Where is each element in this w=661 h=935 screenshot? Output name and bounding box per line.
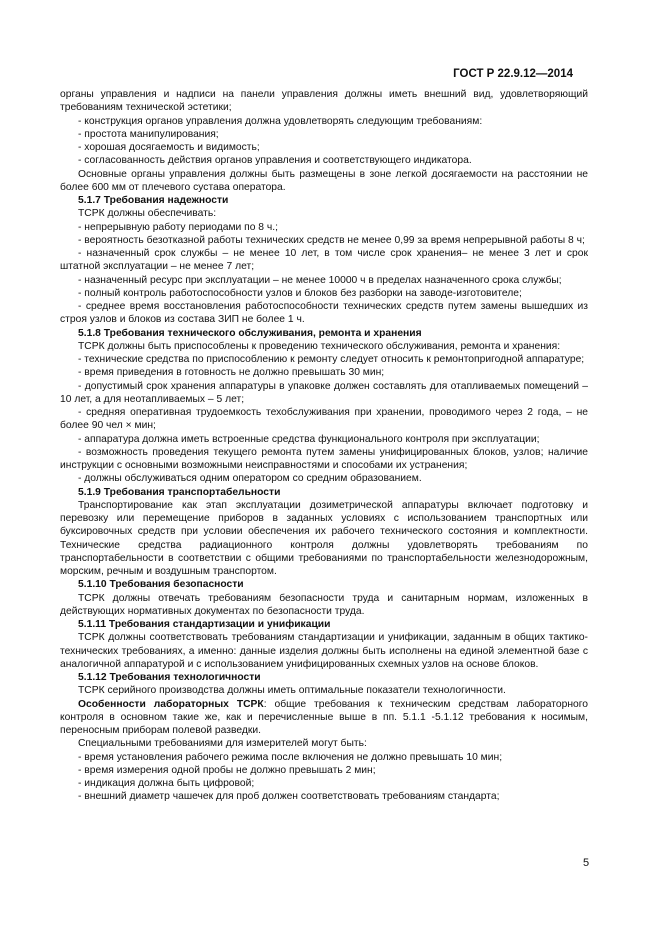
paragraph: - конструкция органов управления должна удовлетворять следующим требованиям: xyxy=(78,115,483,127)
paragraph: ТСРК серийного производства должны иметь оптимальные показатели технологичности. xyxy=(78,685,506,697)
paragraph: - непрерывную работу периодами по 8 ч.; xyxy=(78,221,278,233)
paragraph: - хорошая досягаемость и видимость; xyxy=(78,142,260,153)
paragraph: - полный контроль работоспособности узлов и блоков без разборки на заводе-изготовителе; xyxy=(78,287,522,299)
paragraph: - назначенный ресурс при эксплуатации – не менее 10000 ч в пределах назначенного срока службы; xyxy=(78,274,562,286)
paragraph-lead: Особенности лабораторных ТСРК xyxy=(78,698,264,710)
paragraph: - внешний диаметр чашечек для проб должен соответствовать требованиям стандарта; xyxy=(78,791,500,803)
paragraph: Специальными требованиями для измерителей могут быть: xyxy=(78,738,367,750)
paragraph: - время измерения одной пробы не должно превышать 2 мин; xyxy=(78,764,376,776)
paragraph: органы управления и надписи на панели управления должны иметь внешний вид, удовлетворяющий требованиям технической эстетики; xyxy=(60,89,588,114)
section-heading: 5.1.8 Требования технического обслуживания, ремонта и хранения xyxy=(78,327,422,339)
paragraph: ТСРК должны отвечать требованиям безопасности труда и санитарным нормам, изложенных в действующих нормативных документах по безопасности труда. xyxy=(60,592,588,617)
paragraph: - индикация должна быть цифровой; xyxy=(78,778,255,789)
paragraph: - время приведения в готовность не должно превышать 30 мин; xyxy=(78,367,385,379)
document-code: ГОСТ Р 22.9.12—2014 xyxy=(453,68,573,80)
paragraph: Транспортирование как этап эксплуатации дозиметрической аппаратуры включает подготовку и перевозку или перемещение приборов в заданных условиях с использованием транспортных или буксировочных средств при условии обеспечения их рабочего технического состояния и комплектности. Технические средства радиационного контроля должны удовлетворять требованиям по транспортабельности в соответствии с общими требованиями по транспортабельности железнодорожным, морским, речным и воздушным транспортом. xyxy=(60,499,588,577)
paragraph-text: : общие требования к техническим средствам лабораторного контроля в основном такие же, как и перечисленные выше в пп. 5.1.1 -5.1.12 требования к носимым, переносным приборам полевой разведки. xyxy=(60,698,588,736)
paragraph: ТСРК должны быть приспособлены к проведению технического обслуживания, ремонта и хранения: xyxy=(78,340,561,352)
paragraph: - согласованность действия органов управления и соответствующего индикатора. xyxy=(78,155,472,167)
section-heading: 5.1.9 Требования транспортабельности xyxy=(78,486,281,498)
section-heading: 5.1.12 Требования технологичности xyxy=(78,672,261,683)
paragraph: - назначенный срок службы – не менее 10 лет, в том числе срок хранения– не менее 3 лет и срок штатной эксплуатации – не менее 7 лет; xyxy=(60,248,588,273)
document-body xyxy=(60,88,588,804)
paragraph xyxy=(60,698,588,738)
paragraph: - допустимый срок хранения аппаратуры в упаковке должен составлять для отапливаемых помещений – 10 лет, а для неотапливаемых – 5 лет; xyxy=(60,380,588,405)
paragraph: - вероятность безотказной работы технических средств не менее 0,99 за время непрерывной работы 8 ч; xyxy=(78,234,585,246)
paragraph: - время установления рабочего режима после включения не должно превышать 10 мин; xyxy=(78,751,503,763)
paragraph: - среднее время восстановления работоспособности технических средств путем замены вышедших из строя узлов и блоков из состава ЗИП не более 1 ч. xyxy=(60,301,588,326)
page-number: 5 xyxy=(583,857,590,869)
section-heading: 5.1.11 Требования стандартизации и унификации xyxy=(78,619,331,630)
section-heading: 5.1.10 Требования безопасности xyxy=(78,579,244,591)
paragraph: ТСРК должны соответствовать требованиям стандартизации и унификации, заданным в общих тактико-технических требованиях, а именно: данные изделия должны быть исполнены на единой элементной базе с аналогичной аппаратурой и с использованием унифицированных схемных узлов на основе блоков. xyxy=(60,632,588,670)
paragraph: Основные органы управления должны быть размещены в зоне легкой досягаемости на расстоянии не более 600 мм от плечевого сустава оператора. xyxy=(60,168,588,193)
paragraph: - должны обслуживаться одним оператором со средним образованием. xyxy=(78,473,422,485)
paragraph: - средняя оперативная трудоемкость техобслуживания при хранении, проводимого через 2 года, – не более 90 чел × мин; xyxy=(60,407,588,432)
paragraph: ТСРК должны обеспечивать: xyxy=(78,208,217,220)
paragraph: - технические средства по приспособлению к ремонту следует относить к ремонтопригодной аппаратуре; xyxy=(78,354,585,365)
paragraph: - аппаратура должна иметь встроенные средства функционального контроля при эксплуатации; xyxy=(78,433,540,445)
section-heading: 5.1.7 Требования надежности xyxy=(78,195,229,206)
paragraph: - простота манипулирования; xyxy=(78,128,219,140)
paragraph: - возможность проведения текущего ремонта путем замены унифицированных блоков, узлов; наличие инструкции с основными возможными неисправностями и способами их устранения; xyxy=(60,446,588,471)
